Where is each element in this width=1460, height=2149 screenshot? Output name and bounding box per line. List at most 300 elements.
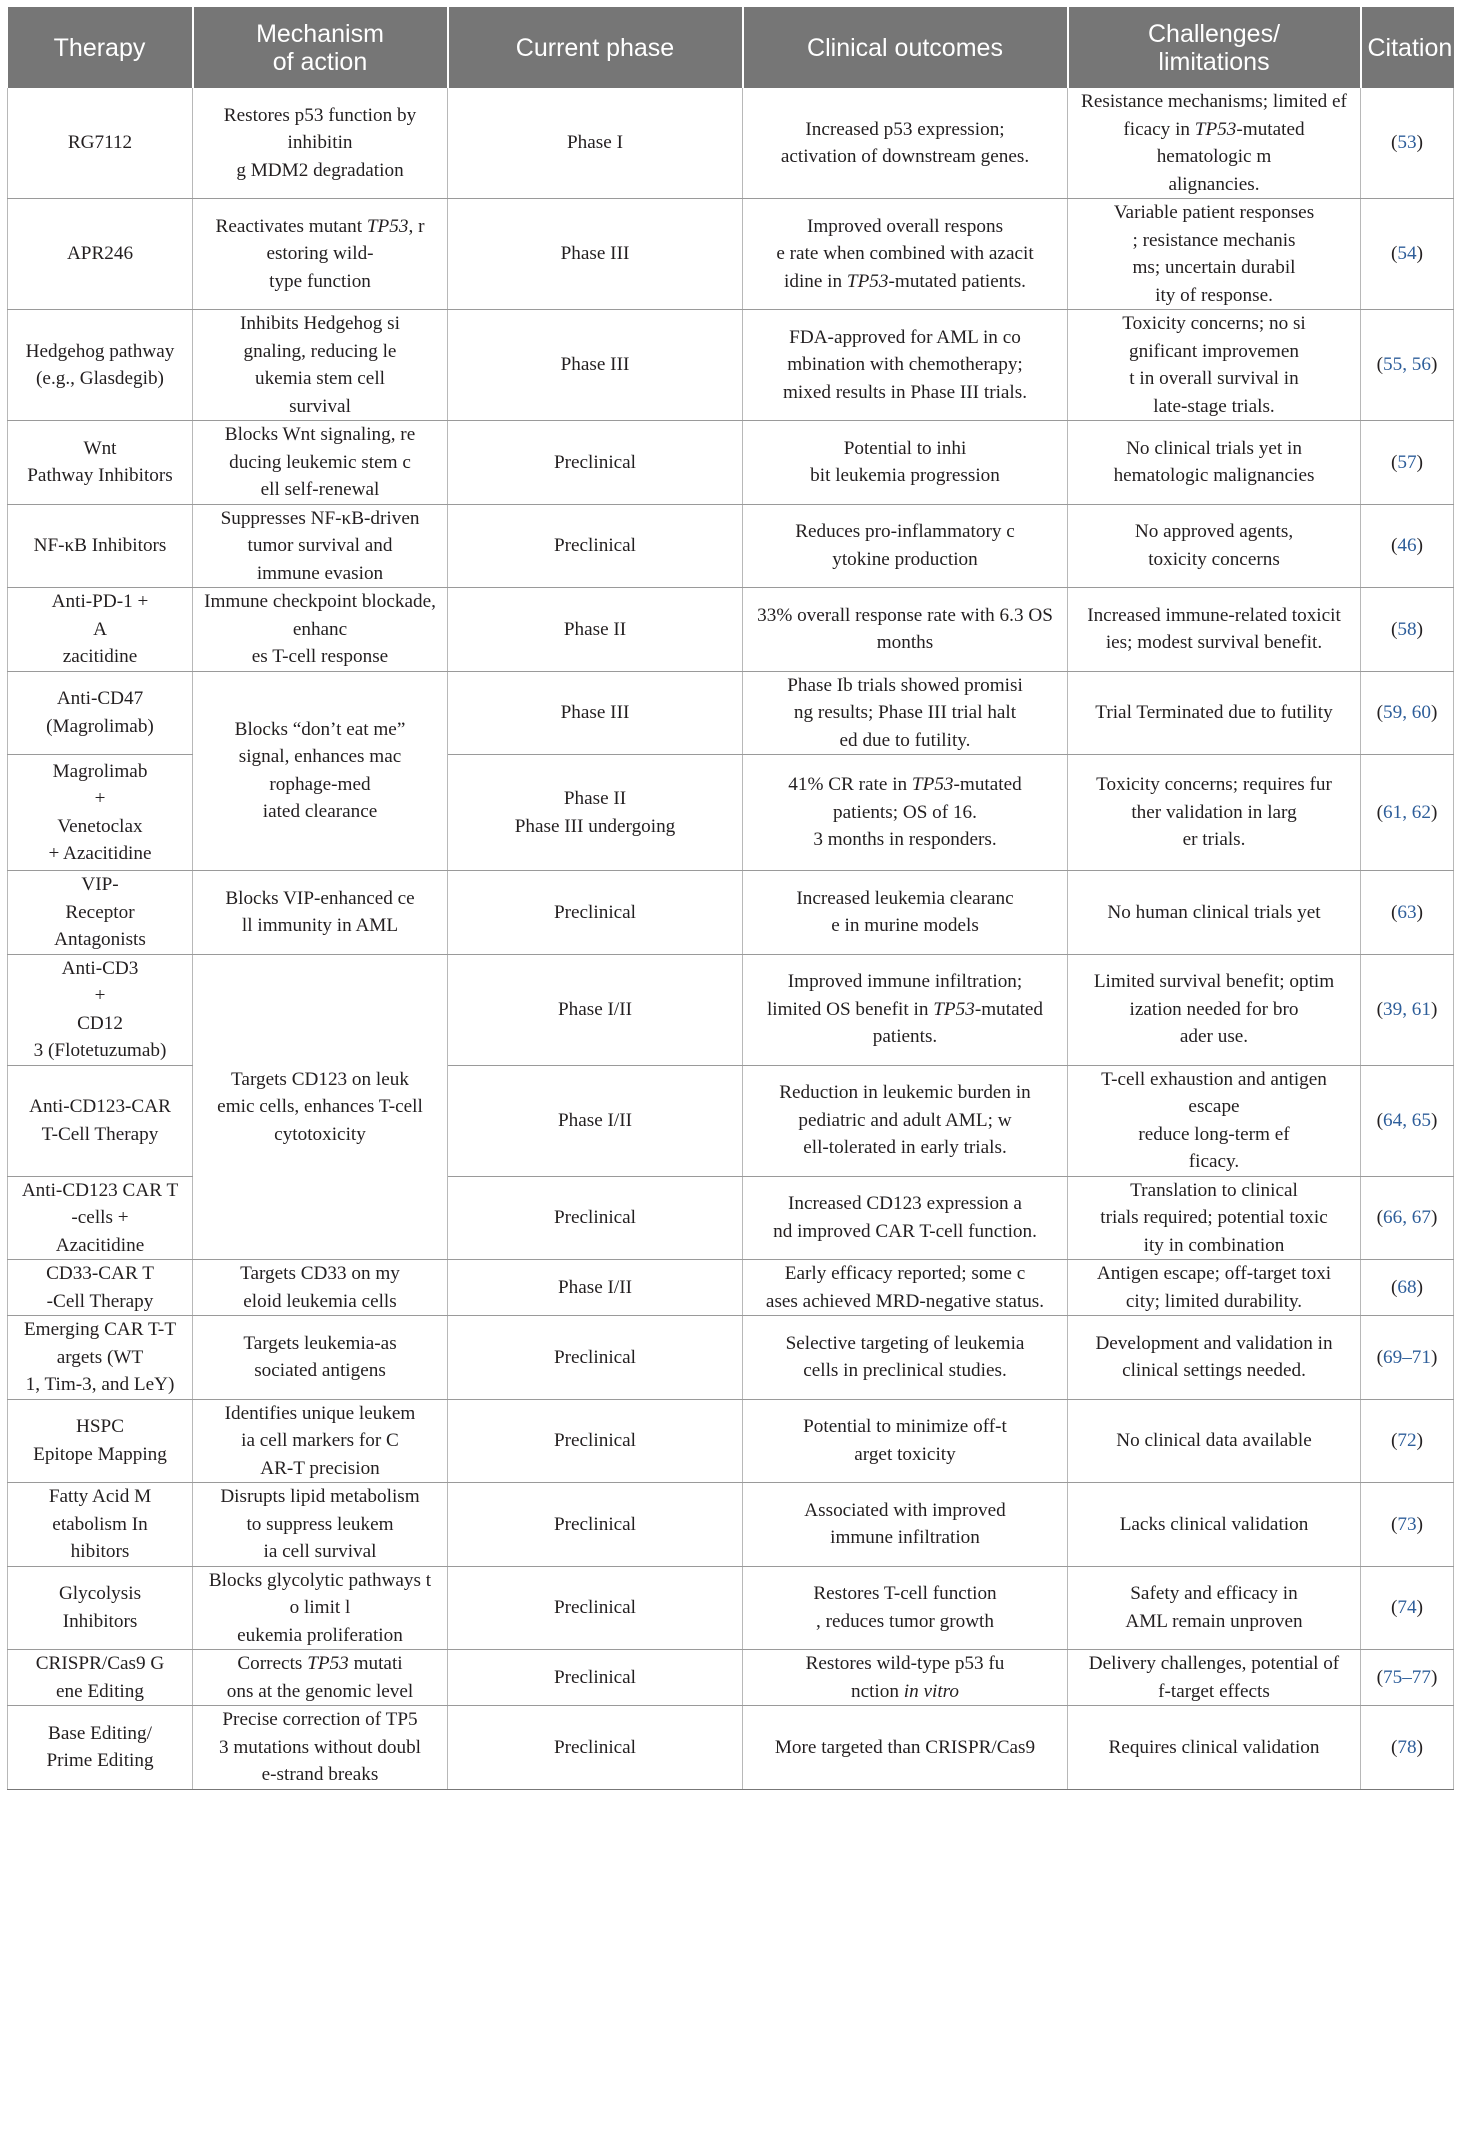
cell-line: Development and validation in [1095, 1332, 1333, 1354]
cell-therapy [8, 1566, 193, 1650]
cell-line: RG7112 [67, 132, 133, 154]
cell-citation: (68) [1361, 1260, 1454, 1316]
cell-line: inhibitin [287, 132, 353, 154]
cell-therapy [8, 671, 193, 755]
therapies-table [7, 7, 1454, 1790]
cell-phase [448, 1316, 743, 1400]
cell-line: Preclinical [553, 1513, 637, 1535]
cell-line: nction in vitro [850, 1680, 959, 1702]
cell-line: No approved agents, [1134, 521, 1294, 543]
cell-mechanism [193, 1316, 448, 1400]
cell-citation: (75–77) [1361, 1650, 1454, 1706]
cell-line: 3 months in responders. [813, 829, 997, 851]
cell-line: Improved overall respons [806, 215, 1004, 237]
cell-therapy [8, 755, 193, 871]
cell-line: Phase I [567, 132, 623, 154]
cell-line: argets (WT [56, 1346, 144, 1368]
cell-line: ytokine production [832, 548, 978, 570]
citation-link[interactable]: 68 [1397, 1276, 1417, 1298]
cell-line: immune evasion [256, 562, 384, 584]
cell-outcomes [743, 871, 1068, 955]
cell-line: of action [272, 47, 368, 76]
cell-line: Azacitidine [55, 1234, 145, 1256]
cell-line: Restores wild-type p53 fu [805, 1653, 1005, 1674]
cell-line: APR246 [66, 243, 134, 265]
cell-line: Antigen escape; off-target toxi [1096, 1263, 1332, 1284]
cell-line: Preclinical [553, 1597, 637, 1618]
table-row [8, 1706, 1454, 1790]
cell-line: Magrolimab [52, 760, 148, 782]
cell-line: Potential to minimize off-t [803, 1416, 1007, 1438]
cell-line: + Azacitidine [48, 843, 152, 864]
cell-therapy [8, 1316, 193, 1400]
cell-line: idine in TP53-mutated patients. [784, 270, 1026, 292]
citation-link[interactable]: 57 [1397, 451, 1417, 473]
table-container [7, 7, 1453, 1790]
cell-line: No human clinical trials yet [1107, 901, 1321, 923]
cell-line: Blocks glycolytic pathways t [208, 1569, 432, 1591]
cell-line: Challenges/ [1147, 19, 1281, 48]
cell-mechanism [193, 1399, 448, 1483]
cell-line: Selective targeting of leukemia [785, 1332, 1025, 1354]
cell-challenges [1068, 199, 1361, 310]
cell-citation: (39, 61) [1361, 954, 1454, 1065]
cell-line: Pathway Inhibitors [27, 465, 173, 487]
cell-line: Reduction in leukemic burden in [779, 1082, 1031, 1104]
cell-line: Targets CD123 on leuk [231, 1068, 409, 1090]
cell-phase [448, 1399, 743, 1483]
cell-line: HSPC [76, 1416, 124, 1438]
table-row [8, 1566, 1454, 1650]
cell-line: mixed results in Phase III trials. [782, 381, 1028, 403]
cell-line: Wnt [83, 437, 117, 459]
cell-citation: (59, 60) [1361, 671, 1454, 755]
cell-line: Increased p53 expression; [805, 118, 1005, 140]
citation-link[interactable]: 66, 67 [1383, 1207, 1431, 1228]
cell-outcomes [743, 310, 1068, 421]
cell-line: Anti-CD123 CAR T [21, 1179, 179, 1201]
cell-line: Anti-CD47 [56, 688, 144, 710]
cell-line: ukemia stem cell [254, 368, 385, 389]
table-row [8, 88, 1454, 199]
table-row [8, 1650, 1454, 1706]
cell-citation: (57) [1361, 421, 1454, 505]
cell-outcomes [743, 1650, 1068, 1706]
cell-line: Blocks “don’t eat me” [234, 718, 406, 740]
cell-line: Corrects TP53 mutati [237, 1653, 403, 1674]
cell-citation: (74) [1361, 1566, 1454, 1650]
citation-link[interactable]: 74 [1397, 1597, 1417, 1618]
cell-line: late-stage trials. [1153, 395, 1275, 417]
cell-citation: (46) [1361, 504, 1454, 588]
cell-line: Identifies unique leukem [224, 1402, 416, 1424]
cell-phase [448, 1650, 743, 1706]
cell-line: activation of downstream genes. [780, 146, 1030, 167]
cell-line: Preclinical [553, 535, 637, 556]
cell-challenges [1068, 755, 1361, 871]
cell-therapy [8, 1706, 193, 1790]
cell-phase [448, 421, 743, 505]
cell-line: More targeted than CRISPR/Cas9 [774, 1736, 1036, 1758]
cell-line: Toxicity concerns; requires fur [1096, 774, 1332, 796]
cell-citation: (73) [1361, 1483, 1454, 1567]
cell-line: survival [289, 395, 351, 417]
cell-outcomes [743, 88, 1068, 199]
cell-mechanism [193, 421, 448, 505]
cell-line: (Magrolimab) [46, 715, 154, 737]
cell-line: gnaling, reducing le [243, 340, 397, 362]
cell-phase [448, 310, 743, 421]
cell-line: ene Editing [56, 1680, 144, 1702]
cell-challenges [1068, 310, 1361, 421]
cell-citation: (61, 62) [1361, 755, 1454, 871]
cell-line: Preclinical [553, 1666, 637, 1688]
table-row [8, 1483, 1454, 1567]
cell-phase [448, 1706, 743, 1790]
cell-citation: (53) [1361, 88, 1454, 199]
cell-challenges [1068, 1706, 1361, 1790]
table-row [8, 1316, 1454, 1400]
cell-line: , reduces tumor growth [816, 1610, 994, 1632]
citation-link[interactable]: 72 [1397, 1430, 1417, 1451]
cell-phase [448, 588, 743, 672]
cell-citation: (63) [1361, 871, 1454, 955]
cell-line: patients; OS of 16. [833, 801, 977, 823]
cell-line: reduce long-term ef [1138, 1123, 1290, 1145]
cell-line: Early efficacy reported; some c [784, 1263, 1026, 1284]
cell-challenges [1068, 1399, 1361, 1483]
cell-line: ficacy. [1188, 1151, 1240, 1172]
cell-line: ell self-renewal [260, 479, 380, 500]
cell-outcomes [743, 1065, 1068, 1176]
cell-line: o limit l [289, 1597, 351, 1618]
cell-line: ed due to futility. [839, 729, 971, 751]
cell-phase [448, 871, 743, 955]
citation-link[interactable]: 69–71 [1383, 1346, 1431, 1368]
cell-line: Phase III undergoing [514, 815, 676, 837]
cell-line: alignancies. [1168, 173, 1260, 195]
cell-phase [448, 1260, 743, 1316]
cell-line: Preclinical [553, 1430, 637, 1451]
cell-mechanism [193, 588, 448, 672]
cell-line: Suppresses NF-κB-driven [220, 507, 420, 529]
cell-line: 3 (Flotetuzumab) [33, 1040, 167, 1061]
cell-phase [448, 954, 743, 1065]
table-header [8, 7, 1454, 88]
cell-therapy [8, 310, 193, 421]
cell-challenges [1068, 504, 1361, 588]
cell-line: Phase Ib trials showed promisi [787, 674, 1023, 696]
table-row [8, 504, 1454, 588]
cell-line: nd improved CAR T-cell function. [773, 1220, 1037, 1242]
cell-line: signal, enhances mac [238, 746, 402, 768]
cell-therapy [8, 1065, 193, 1176]
cell-line: Phase I/II [557, 998, 633, 1020]
cell-outcomes [743, 671, 1068, 755]
citation-link[interactable]: 61, 62 [1383, 801, 1431, 823]
cell-line: patients. [872, 1026, 938, 1048]
cell-line: t in overall survival in [1129, 368, 1299, 389]
cell-line: etabolism In [52, 1513, 148, 1535]
cell-mechanism [193, 871, 448, 955]
cell-line: bit leukemia progression [810, 465, 1000, 487]
cell-line: Preclinical [553, 451, 637, 473]
cell-outcomes [743, 1316, 1068, 1400]
cell-challenges [1068, 871, 1361, 955]
cell-line: Emerging CAR T-T [23, 1319, 177, 1340]
header-citation: Citation [1361, 7, 1454, 88]
table-row [8, 310, 1454, 421]
cell-line: + [94, 788, 106, 809]
cell-outcomes [743, 954, 1068, 1065]
cell-line: NF-κB Inhibitors [33, 535, 167, 556]
cell-line: No clinical data available [1116, 1430, 1312, 1451]
cell-line: f-target effects [1158, 1680, 1270, 1702]
cell-line: e-strand breaks [261, 1764, 379, 1785]
cell-line: Safety and efficacy in [1130, 1583, 1298, 1605]
cell-therapy [8, 199, 193, 310]
cell-line: AML remain unproven [1125, 1610, 1303, 1632]
cell-mechanism [193, 1483, 448, 1567]
cell-line: eloid leukemia cells [243, 1290, 397, 1312]
citation-link[interactable]: 73 [1397, 1513, 1417, 1535]
cell-outcomes [743, 1176, 1068, 1260]
cell-line: Epitope Mapping [33, 1443, 167, 1465]
cell-phase [448, 1483, 743, 1567]
cell-line: toxicity concerns [1148, 548, 1280, 570]
cell-citation: (69–71) [1361, 1316, 1454, 1400]
cell-line: Reactivates mutant TP53, r [215, 215, 425, 237]
cell-citation: (55, 56) [1361, 310, 1454, 421]
cell-challenges [1068, 1650, 1361, 1706]
cell-line: Blocks Wnt signaling, re [224, 424, 416, 445]
citation-link[interactable]: 63 [1397, 901, 1417, 923]
cell-mechanism [193, 310, 448, 421]
cell-line: Immune checkpoint blockade, enhanc [204, 591, 436, 640]
cell-line: Toxicity concerns; no si [1122, 313, 1306, 334]
cell-line: Delivery challenges, potential of [1088, 1653, 1340, 1674]
citation-link[interactable]: 55, 56 [1383, 354, 1431, 376]
cell-line: gnificant improvemen [1129, 340, 1299, 362]
cell-challenges [1068, 421, 1361, 505]
cell-outcomes [743, 755, 1068, 871]
cell-line: Phase III [560, 243, 630, 265]
cell-line: Disrupts lipid metabolism [220, 1486, 420, 1507]
cell-line: city; limited durability. [1125, 1290, 1303, 1312]
cell-line: Receptor [65, 901, 135, 923]
cell-line: CD33-CAR T [46, 1263, 154, 1284]
cell-mechanism [193, 1650, 448, 1706]
cell-phase [448, 88, 743, 199]
cell-line: Reduces pro-inflammatory c [795, 521, 1015, 543]
citation-link[interactable]: 46 [1397, 535, 1417, 556]
cell-line: ll immunity in AML [241, 915, 399, 937]
cell-line: tumor survival and [247, 535, 393, 556]
cell-line: T-cell exhaustion and antigen escape [1101, 1068, 1327, 1117]
cell-line: ons at the genomic level [226, 1680, 414, 1702]
cell-line: -cells + [71, 1207, 129, 1228]
cell-therapy [8, 88, 193, 199]
header-outcomes: Clinical outcomes [743, 7, 1068, 88]
cell-line: CRISPR/Cas9 G [35, 1653, 165, 1674]
cell-line: Anti-PD-1 + [51, 591, 149, 612]
cell-line: clinical settings needed. [1122, 1360, 1306, 1382]
cell-challenges [1068, 1483, 1361, 1567]
cell-line: pediatric and adult AML; w [798, 1109, 1012, 1131]
cell-line: cells in preclinical studies. [803, 1360, 1007, 1382]
cell-line: Restores p53 function by [223, 104, 417, 126]
header-therapy: Therapy [8, 7, 193, 88]
cell-line: zacitidine [62, 646, 138, 667]
cell-line: ases achieved MRD-negative status. [765, 1290, 1045, 1312]
table-row [8, 199, 1454, 310]
cell-mechanism [193, 88, 448, 199]
cell-mechanism [193, 954, 448, 1260]
cell-line: hematologic malignancies [1113, 465, 1315, 487]
citation-link[interactable]: 75–77 [1383, 1666, 1431, 1688]
cell-line: ng results; Phase III trial halt [793, 702, 1017, 723]
cell-therapy [8, 1399, 193, 1483]
cell-line: No clinical trials yet in [1126, 437, 1302, 459]
citation-link[interactable]: 64, 65 [1383, 1109, 1431, 1131]
cell-line: Precise correction of TP5 [222, 1709, 418, 1730]
cell-line: Increased CD123 expression a [788, 1193, 1022, 1215]
cell-challenges [1068, 588, 1361, 672]
cell-line: Blocks VIP-enhanced ce [225, 887, 415, 909]
citation-link[interactable]: 39, 61 [1383, 998, 1431, 1020]
cell-outcomes [743, 199, 1068, 310]
cell-mechanism [193, 1566, 448, 1650]
cell-therapy [8, 1650, 193, 1706]
cell-line: FDA-approved for AML in co [789, 326, 1021, 348]
cell-therapy [8, 1176, 193, 1260]
cell-line: Hedgehog pathway [25, 340, 175, 362]
cell-line: A [93, 618, 107, 640]
cell-outcomes [743, 421, 1068, 505]
cell-line: ies; modest survival benefit. [1105, 632, 1323, 654]
cell-line: cytotoxicity [274, 1123, 366, 1145]
cell-line: Fatty Acid M [48, 1486, 152, 1507]
cell-line: Limited survival benefit; optim [1093, 971, 1335, 993]
citation-link[interactable]: 53 [1397, 132, 1417, 154]
cell-line: ther validation in larg [1131, 801, 1297, 823]
cell-challenges [1068, 954, 1361, 1065]
cell-line: ization needed for bro [1129, 998, 1299, 1020]
cell-line: Glycolysis [58, 1583, 142, 1605]
cell-line: ader use. [1179, 1026, 1249, 1048]
cell-line: type function [269, 270, 371, 292]
cell-phase [448, 199, 743, 310]
cell-mechanism [193, 1706, 448, 1790]
cell-phase [448, 1566, 743, 1650]
citation-link[interactable]: 58 [1397, 618, 1417, 640]
cell-line: Variable patient responses [1113, 202, 1315, 223]
cell-line: ity of response. [1155, 284, 1273, 306]
cell-citation: (58) [1361, 588, 1454, 672]
cell-therapy [8, 421, 193, 505]
cell-line: immune infiltration [830, 1527, 980, 1549]
cell-line: ; resistance mechanis [1132, 229, 1296, 251]
cell-line: g MDM2 degradation [236, 159, 404, 181]
cell-line: Increased immune-related toxicit [1087, 604, 1341, 626]
cell-outcomes [743, 1483, 1068, 1567]
cell-line: Inhibitors [62, 1610, 138, 1632]
cell-outcomes [743, 1706, 1068, 1790]
cell-line: VIP- [81, 874, 119, 895]
cell-line: Lacks clinical validation [1119, 1513, 1309, 1535]
table-row [8, 421, 1454, 505]
cell-line: ia cell survival [263, 1541, 377, 1562]
citation-link[interactable]: 54 [1397, 243, 1417, 265]
cell-phase [448, 1176, 743, 1260]
cell-line: Potential to inhi [843, 437, 967, 459]
cell-line: sociated antigens [254, 1360, 386, 1382]
cell-line: 41% CR rate in TP53-mutated [788, 774, 1022, 796]
cell-challenges [1068, 671, 1361, 755]
cell-line: ficacy in TP53-mutated hematologic m [1123, 118, 1305, 167]
citation-link[interactable]: 78 [1397, 1736, 1417, 1758]
table-row [8, 954, 1454, 1065]
header-phase: Current phase [448, 7, 743, 88]
cell-line: Inhibits Hedgehog si [240, 313, 400, 334]
cell-challenges [1068, 1566, 1361, 1650]
cell-phase [448, 671, 743, 755]
table-row [8, 871, 1454, 955]
cell-outcomes [743, 1399, 1068, 1483]
cell-line: trials required; potential toxic [1100, 1207, 1328, 1228]
cell-line: Targets CD33 on my [240, 1263, 400, 1284]
cell-line: Preclinical [553, 1736, 637, 1758]
cell-line: limitations [1158, 47, 1270, 76]
table-row [8, 671, 1454, 755]
cell-therapy [8, 871, 193, 955]
cell-line: Antagonists [54, 929, 146, 950]
cell-mechanism [193, 1260, 448, 1316]
cell-line: emic cells, enhances T-cell [217, 1096, 423, 1117]
cell-line: e in murine models [831, 915, 979, 937]
cell-line: CD12 [77, 1012, 123, 1034]
cell-line: Resistance mechanisms; limited ef [1081, 91, 1347, 112]
cell-citation: (78) [1361, 1706, 1454, 1790]
table-row [8, 588, 1454, 672]
cell-line: Phase I/II [557, 1109, 633, 1131]
cell-line: (e.g., Glasdegib) [36, 368, 164, 389]
table-row [8, 1260, 1454, 1316]
cell-line: Phase III [560, 702, 630, 723]
cell-line: 33% overall response rate with 6.3 OS [757, 604, 1053, 626]
cell-line: rophage-med [269, 773, 371, 795]
citation-link[interactable]: 59, 60 [1383, 702, 1431, 723]
cell-citation: (66, 67) [1361, 1176, 1454, 1260]
cell-therapy [8, 588, 193, 672]
cell-line: Prime Editing [46, 1750, 154, 1772]
cell-line: Translation to clinical [1130, 1179, 1298, 1201]
cell-line: Preclinical [553, 901, 637, 923]
cell-line: Anti-CD123-CAR [29, 1096, 171, 1117]
cell-line: limited OS benefit in TP53-mutated [766, 998, 1044, 1020]
cell-line: Phase I/II [557, 1276, 633, 1298]
cell-line: ms; uncertain durabil [1132, 257, 1296, 278]
cell-mechanism [193, 671, 448, 871]
cell-line: Preclinical [553, 1346, 637, 1368]
cell-line: Base Editing/ [48, 1722, 152, 1744]
cell-citation: (64, 65) [1361, 1065, 1454, 1176]
cell-line: Phase III [560, 354, 630, 376]
cell-line: Restores T-cell function [813, 1583, 997, 1605]
table-body [8, 88, 1454, 1789]
cell-challenges [1068, 1316, 1361, 1400]
cell-line: Requires clinical validation [1108, 1736, 1320, 1758]
